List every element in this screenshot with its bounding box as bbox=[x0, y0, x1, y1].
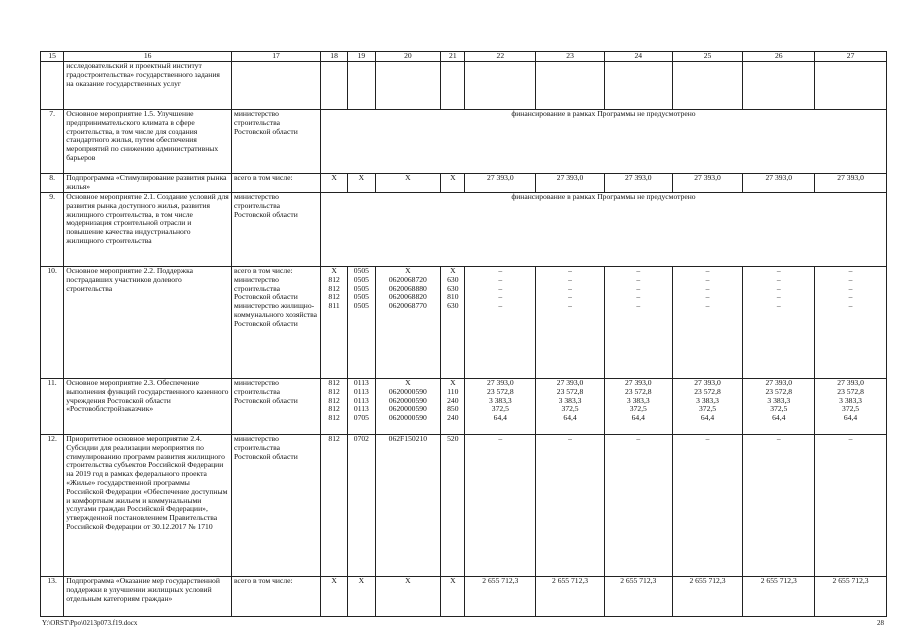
amount-value: 23 572,8 bbox=[765, 386, 793, 396]
row-number: 13. bbox=[41, 577, 64, 617]
activity-name: Приоритетное основное мероприятие 2.4. Субсидии для реализации мероприятия по стимулированию программ развития жилищного строительства субъектов Российской Федерации на 2019 год в рамках федерального проекта «Жилье» государственной программы Российской Федерации «Обеспечение доступным и комфортным жильем и коммунальными услугами граждан Российской Федерации», утвержденной постановлением Правительства Российской Федерации от 30.12.2017 № 1710 bbox=[64, 435, 232, 577]
grbs-code-value: 811 bbox=[328, 301, 340, 311]
amount-value: – bbox=[568, 301, 572, 311]
grbs-code-value: 812 bbox=[328, 283, 340, 293]
amount-value: 27 393,0 bbox=[487, 378, 514, 387]
amount-value: – bbox=[568, 434, 572, 443]
year-amount bbox=[604, 577, 672, 617]
year-amount bbox=[604, 267, 672, 379]
section-code-value: 0113 bbox=[353, 404, 369, 414]
year-amount bbox=[743, 379, 815, 435]
target-article-code-value: X bbox=[405, 576, 411, 585]
amount-value: 64,4 bbox=[631, 413, 645, 423]
target-article-code bbox=[375, 174, 441, 193]
target-article-code-value: 0620068820 bbox=[388, 292, 427, 302]
section-code-value: 0113 bbox=[353, 378, 369, 387]
target-article-code-value: 0620000590 bbox=[388, 386, 427, 396]
row-number bbox=[41, 62, 64, 110]
row-number: 12. bbox=[41, 435, 64, 577]
year-amount bbox=[815, 379, 887, 435]
amount-value: 64,4 bbox=[563, 413, 577, 423]
column-number-header: 17 bbox=[232, 52, 321, 62]
responsible-executor bbox=[232, 267, 321, 379]
column-number-header: 20 bbox=[375, 52, 441, 62]
executor-line: министерство строительства Ростовской области bbox=[234, 109, 298, 136]
year-amount bbox=[672, 577, 743, 617]
section-code-value: 0505 bbox=[353, 283, 369, 293]
target-article-code bbox=[375, 267, 441, 379]
amount-value: – bbox=[498, 292, 503, 302]
year-amount bbox=[536, 435, 605, 577]
table-row bbox=[41, 379, 887, 435]
amount-value: 2 655 712,3 bbox=[552, 576, 589, 585]
grbs-code-value: 812 bbox=[328, 292, 340, 302]
table-row bbox=[41, 110, 887, 174]
target-article-code bbox=[375, 435, 441, 577]
executor-line: министерство строительства Ростовской области bbox=[234, 434, 298, 461]
expense-type-code-value: 240 bbox=[447, 395, 459, 405]
year-amount bbox=[604, 435, 672, 577]
year-amount bbox=[743, 435, 815, 577]
amount-value: 64,4 bbox=[700, 413, 715, 423]
grbs-code-value: X bbox=[331, 266, 337, 275]
column-number-header: 23 bbox=[536, 52, 605, 62]
amount-value: – bbox=[705, 274, 710, 284]
expense-type-code-value: X bbox=[450, 576, 456, 585]
amount-value: 3 383,3 bbox=[626, 395, 650, 405]
amount-value: 372,5 bbox=[561, 404, 579, 414]
amount-value: – bbox=[848, 274, 853, 284]
amount-value: 2 655 712,3 bbox=[832, 576, 869, 585]
amount-value: 27 393,0 bbox=[624, 173, 652, 182]
amount-value: 27 393,0 bbox=[624, 378, 652, 387]
year-amount bbox=[815, 435, 887, 577]
amount-value: – bbox=[498, 274, 503, 284]
amount-value: – bbox=[848, 434, 853, 443]
amount-value: – bbox=[776, 274, 781, 284]
table-row bbox=[41, 174, 887, 193]
expense-type-code-value: X bbox=[450, 378, 456, 387]
grbs-code-value: X bbox=[331, 576, 337, 585]
amount-value: 64,4 bbox=[493, 413, 507, 423]
amount-value: 3 383,3 bbox=[696, 395, 719, 405]
executor-line: строительства bbox=[234, 283, 280, 293]
amount-value: 27 393,0 bbox=[837, 173, 864, 182]
executor-line: всего в том числе: bbox=[234, 173, 293, 182]
column-number-header: 27 bbox=[815, 52, 887, 62]
expense-type-code-value: 240 bbox=[447, 413, 459, 423]
expense-type-code bbox=[441, 379, 465, 435]
year-amount bbox=[465, 267, 536, 379]
year-amount bbox=[536, 379, 605, 435]
grbs-code-value: X bbox=[331, 173, 337, 182]
amount-value: 27 393,0 bbox=[765, 378, 793, 387]
activity-name: Подпрограмма «Оказание мер государственной поддержки в улучшении жилищных условий отдельным категориям граждан» bbox=[64, 577, 232, 617]
year-amount bbox=[604, 174, 672, 193]
amount-value: – bbox=[848, 292, 853, 302]
year-amount bbox=[815, 577, 887, 617]
grbs-code-value: 812 bbox=[328, 274, 340, 284]
executor-line: всего в том числе: bbox=[234, 266, 293, 275]
section-code bbox=[348, 435, 375, 577]
column-number-header: 26 bbox=[743, 52, 815, 62]
section-code bbox=[348, 577, 375, 617]
target-article-code-value: 0620068720 bbox=[388, 274, 427, 284]
amount-value: 372,5 bbox=[629, 404, 647, 414]
grbs-code-value: 812 bbox=[328, 404, 340, 414]
amount-value: 27 393,0 bbox=[556, 173, 584, 182]
column-number-header: 25 bbox=[672, 52, 743, 62]
grbs-code-value: 812 bbox=[328, 395, 340, 405]
amount-value: – bbox=[636, 434, 641, 443]
year-amount bbox=[743, 267, 815, 379]
executor-line: министерство строительства Ростовской области bbox=[234, 192, 298, 219]
amount-value: 27 393,0 bbox=[487, 173, 514, 182]
column-number-header: 18 bbox=[320, 52, 347, 62]
expense-type-code bbox=[441, 435, 465, 577]
section-code bbox=[348, 174, 375, 193]
responsible-executor bbox=[232, 379, 321, 435]
expense-type-code bbox=[441, 267, 465, 379]
amount-value: 2 655 712,3 bbox=[760, 576, 797, 585]
target-article-code-value: 0620068770 bbox=[388, 301, 427, 311]
grbs-code-value: 812 bbox=[328, 434, 340, 443]
amount-value: – bbox=[776, 301, 781, 311]
target-article-code-value: 0620000590 bbox=[388, 413, 427, 423]
amount-value: – bbox=[568, 283, 572, 293]
expense-type-code-value: X bbox=[450, 173, 456, 182]
activity-name: Основное мероприятие 2.2. Поддержка пострадавших участников долевого строительства bbox=[64, 267, 232, 379]
grbs-code-value: 812 bbox=[328, 386, 340, 396]
column-number-header: 22 bbox=[465, 52, 536, 62]
amount-value: 3 383,3 bbox=[488, 395, 512, 405]
executor-line: всего в том числе: bbox=[234, 576, 293, 585]
section-code-value: 0702 bbox=[353, 434, 369, 443]
table-row bbox=[41, 435, 887, 577]
amount-value: – bbox=[498, 434, 503, 443]
section-code-value: 0113 bbox=[353, 386, 369, 396]
expense-type-code-value: 630 bbox=[447, 301, 459, 311]
amount-value: – bbox=[705, 283, 710, 293]
section-code-value: X bbox=[358, 576, 365, 585]
amount-value: – bbox=[498, 266, 503, 275]
section-code-value: 0113 bbox=[353, 395, 369, 405]
amount-value: 2 655 712,3 bbox=[482, 576, 519, 585]
amount-value: 23 572,8 bbox=[487, 386, 514, 396]
year-amount bbox=[536, 577, 605, 617]
target-article-code-value: X bbox=[405, 266, 411, 275]
grbs-code bbox=[320, 577, 347, 617]
amount-value: 27 393,0 bbox=[765, 173, 793, 182]
amount-value: 27 393,0 bbox=[694, 173, 721, 182]
amount-value: – bbox=[498, 301, 503, 311]
amount-value: 2 655 712,3 bbox=[620, 576, 657, 585]
activity-name: Основное мероприятие 2.3. Обеспечение выполнения функций государственного казенного учреждения Ростовской области «Ростовоблстройзаказчик» bbox=[64, 379, 232, 435]
responsible-executor bbox=[232, 174, 321, 193]
target-article-code-value: X bbox=[405, 378, 411, 387]
expense-type-code-value: 810 bbox=[447, 292, 459, 302]
footer-file-path: Y:\ORST\Ppo\0213p073.f19.docx bbox=[42, 619, 138, 627]
grbs-code bbox=[320, 267, 347, 379]
amount-value: – bbox=[636, 292, 641, 302]
amount-value: 64,4 bbox=[843, 413, 858, 423]
budget-table bbox=[40, 51, 887, 617]
section-code-value: 0505 bbox=[353, 292, 369, 302]
amount-value: – bbox=[705, 266, 710, 275]
amount-value: 27 393,0 bbox=[837, 378, 864, 387]
expense-type-code-value: 850 bbox=[447, 404, 459, 414]
target-article-code bbox=[375, 379, 441, 435]
expense-type-code-value: 110 bbox=[447, 386, 459, 396]
amount-value: – bbox=[636, 283, 641, 293]
year-amount bbox=[672, 174, 743, 193]
responsible-executor bbox=[232, 110, 321, 174]
financing-note: финансирование в рамках Программы не предусмотрено bbox=[320, 193, 886, 267]
amount-value: 23 572,8 bbox=[624, 386, 652, 396]
year-amount bbox=[604, 379, 672, 435]
amount-value: – bbox=[705, 301, 710, 311]
amount-value: 372,5 bbox=[842, 404, 860, 414]
table-row bbox=[41, 267, 887, 379]
expense-type-code-value: 520 bbox=[447, 434, 459, 443]
section-code bbox=[348, 267, 375, 379]
table-header-row bbox=[41, 52, 887, 62]
year-amount bbox=[815, 62, 887, 110]
executor-line: министерство bbox=[234, 274, 279, 284]
amount-value: – bbox=[636, 274, 641, 284]
amount-value: – bbox=[848, 266, 853, 275]
activity-name: Подпрограмма «Стимулирование развития рынка жилья» bbox=[64, 174, 232, 193]
responsible-executor bbox=[232, 577, 321, 617]
grbs-code-value: 812 bbox=[328, 378, 340, 387]
table-row bbox=[41, 62, 887, 110]
amount-value: – bbox=[848, 301, 853, 311]
grbs-code-value: 812 bbox=[328, 413, 340, 423]
amount-value: 23 572,8 bbox=[694, 386, 721, 396]
section-code-value: 0505 bbox=[353, 266, 369, 275]
row-number: 9. bbox=[41, 193, 64, 267]
amount-value: 372,5 bbox=[698, 404, 717, 414]
executor-line: Ростовской области bbox=[234, 292, 298, 302]
amount-value: 372,5 bbox=[770, 404, 788, 414]
grbs-code bbox=[320, 62, 347, 110]
year-amount bbox=[465, 62, 536, 110]
column-number-header: 15 bbox=[41, 52, 64, 62]
amount-value: – bbox=[776, 266, 781, 275]
table-row bbox=[41, 577, 887, 617]
column-number-header: 16 bbox=[64, 52, 232, 62]
expense-type-code-value: 630 bbox=[447, 274, 459, 284]
amount-value: – bbox=[568, 274, 572, 284]
target-article-code bbox=[375, 577, 441, 617]
row-number: 11. bbox=[41, 379, 64, 435]
year-amount bbox=[465, 577, 536, 617]
year-amount bbox=[743, 577, 815, 617]
section-code bbox=[348, 62, 375, 110]
amount-value: – bbox=[705, 434, 710, 443]
expense-type-code bbox=[441, 577, 465, 617]
activity-name: исследовательский и проектный институт градостроительства» государственного задания на оказание государственных услуг bbox=[64, 62, 232, 110]
target-article-code bbox=[375, 62, 441, 110]
row-number: 7. bbox=[41, 110, 64, 174]
year-amount bbox=[465, 435, 536, 577]
amount-value: – bbox=[498, 283, 503, 293]
year-amount bbox=[604, 62, 672, 110]
amount-value: 27 393,0 bbox=[694, 378, 721, 387]
amount-value: – bbox=[705, 292, 710, 302]
amount-value: – bbox=[568, 292, 572, 302]
activity-name: Основное мероприятие 1.5. Улучшение предпринимательского климата в сфере строительства, в том числе для создания стандартного жилья, путем обеспечения мероприятий по снижению административных барьеров bbox=[64, 110, 232, 174]
year-amount bbox=[672, 267, 743, 379]
expense-type-code bbox=[441, 62, 465, 110]
amount-value: 3 383,3 bbox=[839, 395, 862, 405]
amount-value: 64,4 bbox=[772, 413, 786, 423]
row-number: 8. bbox=[41, 174, 64, 193]
grbs-code bbox=[320, 174, 347, 193]
amount-value: – bbox=[776, 283, 781, 293]
year-amount bbox=[536, 174, 605, 193]
row-number: 10. bbox=[41, 267, 64, 379]
activity-name: Основное мероприятие 2.1. Создание условий для развития рынка доступного жилья, развития жилищного строительства, в том числе модернизация строительной отрасли и повышение качества индустриального жилищного строительства bbox=[64, 193, 232, 267]
amount-value: – bbox=[568, 266, 572, 275]
footer-page-number: 28 bbox=[877, 619, 884, 627]
amount-value: 3 383,3 bbox=[558, 395, 582, 405]
target-article-code-value: 0620000590 bbox=[388, 404, 427, 414]
executor-line: министерство строительства Ростовской области bbox=[234, 378, 298, 405]
responsible-executor bbox=[232, 62, 321, 110]
target-article-code-value: 0620000590 bbox=[388, 395, 427, 405]
amount-value: 372,5 bbox=[491, 404, 509, 414]
section-code-value: 0705 bbox=[353, 413, 369, 423]
amount-value: 23 572,8 bbox=[556, 386, 584, 396]
table-row bbox=[41, 193, 887, 267]
expense-type-code bbox=[441, 174, 465, 193]
year-amount bbox=[672, 379, 743, 435]
grbs-code bbox=[320, 379, 347, 435]
year-amount bbox=[536, 62, 605, 110]
column-number-header: 24 bbox=[604, 52, 672, 62]
year-amount bbox=[465, 379, 536, 435]
section-code-value: 0505 bbox=[353, 301, 369, 311]
year-amount bbox=[743, 62, 815, 110]
year-amount bbox=[743, 174, 815, 193]
section-code-value: 0505 bbox=[353, 274, 369, 284]
amount-value: – bbox=[636, 266, 641, 275]
amount-value: 27 393,0 bbox=[556, 378, 584, 387]
target-article-code-value: 062F150210 bbox=[388, 434, 428, 443]
expense-type-code-value: 630 bbox=[447, 283, 459, 293]
amount-value: 3 383,3 bbox=[767, 395, 791, 405]
financing-note: финансирование в рамках Программы не предусмотрено bbox=[320, 110, 886, 174]
amount-value: – bbox=[636, 301, 641, 311]
target-article-code-value: X bbox=[405, 173, 411, 182]
responsible-executor bbox=[232, 435, 321, 577]
amount-value: – bbox=[848, 283, 853, 293]
amount-value: 23 572,8 bbox=[837, 386, 864, 396]
year-amount bbox=[465, 174, 536, 193]
year-amount bbox=[672, 435, 743, 577]
column-number-header: 19 bbox=[348, 52, 375, 62]
section-code-value: X bbox=[358, 173, 365, 182]
column-number-header: 21 bbox=[441, 52, 465, 62]
year-amount bbox=[536, 267, 605, 379]
executor-line: министерство жилищно-коммунального хозяйства Ростовской области bbox=[234, 301, 318, 328]
responsible-executor bbox=[232, 193, 321, 267]
grbs-code bbox=[320, 435, 347, 577]
amount-value: – bbox=[776, 292, 781, 302]
year-amount bbox=[672, 62, 743, 110]
year-amount bbox=[815, 267, 887, 379]
target-article-code-value: 0620068880 bbox=[388, 283, 427, 293]
amount-value: – bbox=[776, 434, 781, 443]
expense-type-code-value: X bbox=[450, 266, 456, 275]
year-amount bbox=[815, 174, 887, 193]
section-code bbox=[348, 379, 375, 435]
amount-value: 2 655 712,3 bbox=[689, 576, 726, 585]
